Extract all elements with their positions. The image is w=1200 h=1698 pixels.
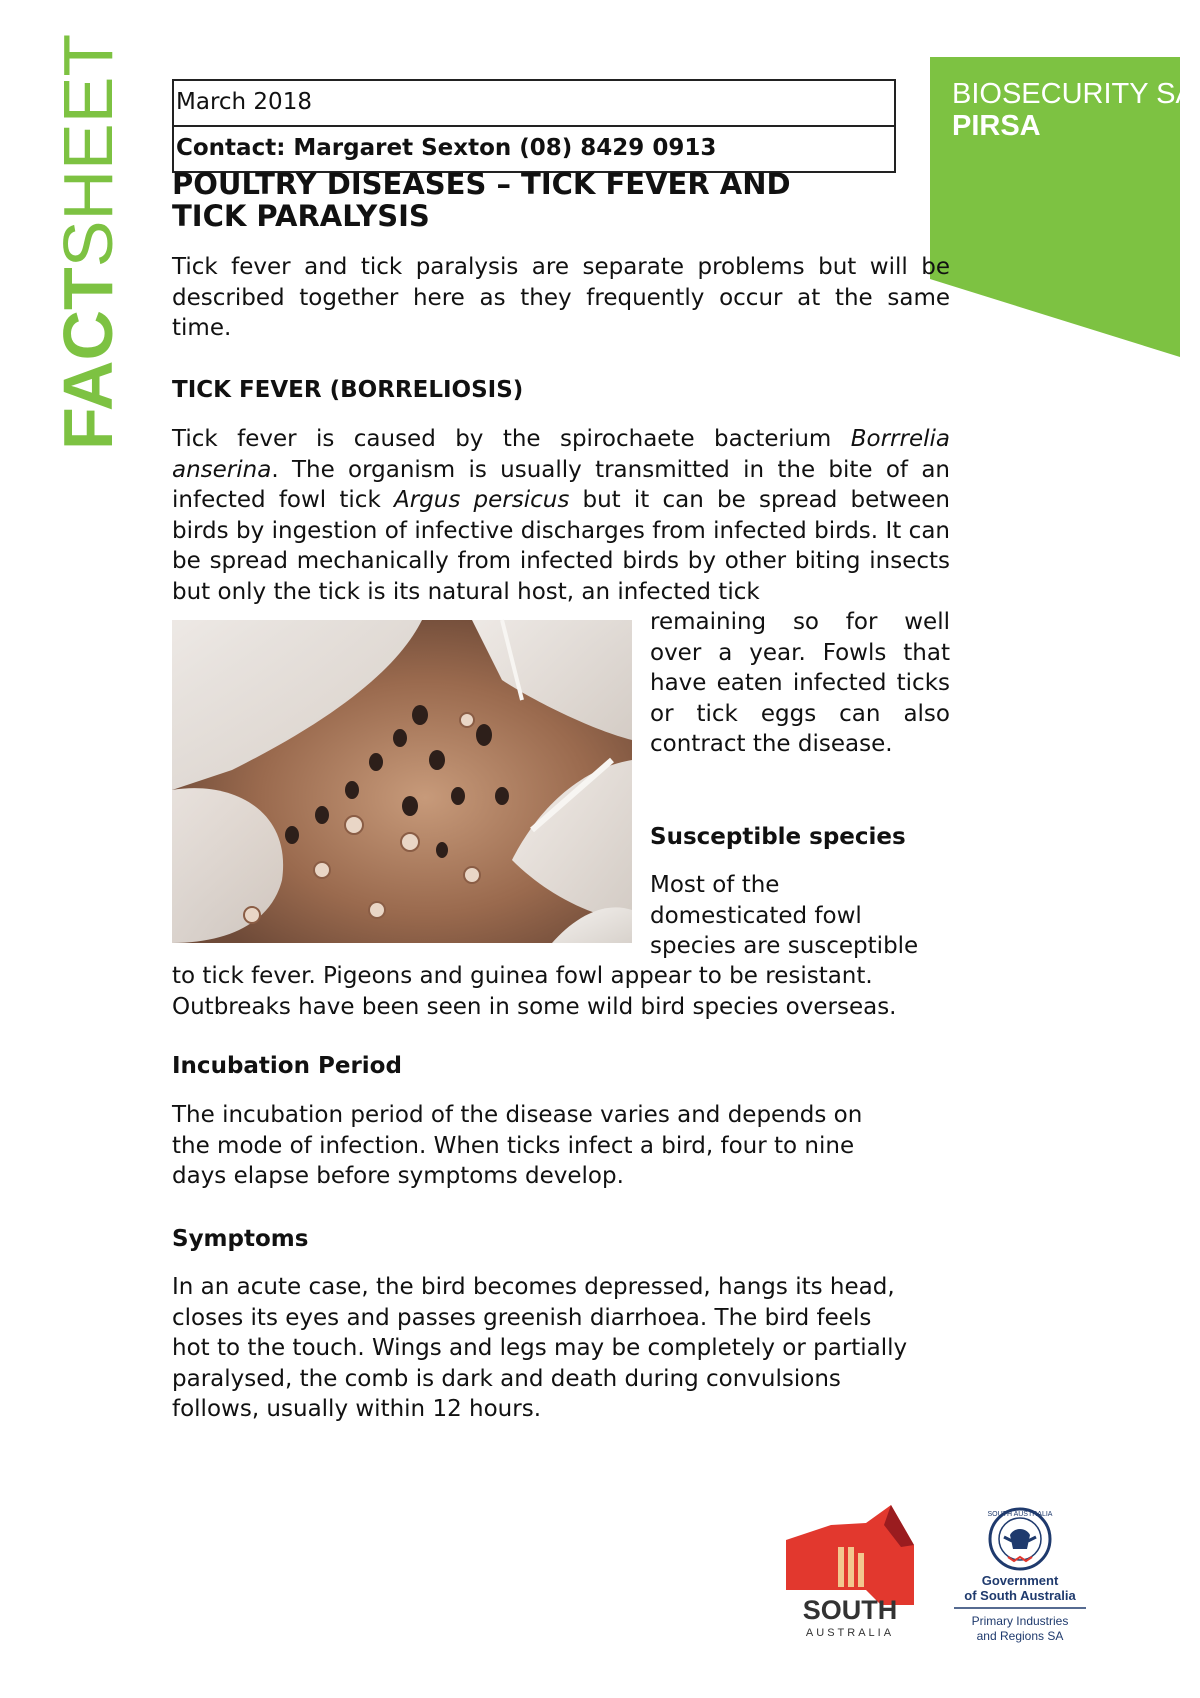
factsheet-fact: FACT (49, 267, 127, 450)
banner-line1: BIOSECURITY SA (952, 78, 1195, 110)
tick-photo (172, 620, 632, 943)
susceptible-rest (172, 961, 950, 1022)
header-contact: Contact: Margaret Sexton (08) 8429 0913 (176, 135, 717, 161)
tf-text-b: . The organism is usually transmitted in the bite of an infected fowl tick (172, 456, 950, 513)
banner-line2: PIRSA (952, 110, 1041, 142)
incubation-heading: Incubation Period (172, 1053, 402, 1079)
south-australia-logo (786, 1505, 924, 1640)
svg-text:FACTSHEET (49, 34, 127, 450)
intro-paragraph: Tick fever and tick paralysis are separate problems but will be described together here as they frequently occur at the same time. (172, 254, 950, 341)
crest-text: SOUTH AUSTRALIA (987, 1511, 1053, 1518)
government-logo (950, 1505, 1090, 1647)
gov-line2: of South Australia (964, 1588, 1076, 1603)
biosecurity-banner (930, 57, 1195, 357)
susceptible-wrap: Most of the domesticated fowl species are susceptible (650, 872, 919, 959)
header-date: March 2018 (174, 81, 894, 127)
factsheet-logo (49, 33, 127, 450)
tf-text-c: but it can be spread between birds by ingestion of infective discharges from infected birds. It can be spread mechanically from infected birds by other biting insects but only the tick is its natural host, an infected tick (172, 487, 950, 605)
tf-species: Borrrelia anserina (172, 426, 950, 483)
gov-line4: and Regions SA (976, 1629, 1064, 1643)
header-box (172, 79, 896, 173)
incubation-paragraph: The incubation period of the disease varies and depends on the mode of infection. When ticks infect a bird, four to nine days elapse before symptoms develop. (172, 1102, 863, 1189)
susceptible-heading: Susceptible species (650, 824, 906, 850)
symptoms-heading: Symptoms (172, 1226, 309, 1252)
susceptible-line1: to tick fever. Pigeons and guinea fowl appear to be resistant. (172, 963, 873, 989)
page-title (172, 168, 912, 232)
tf-text-a: Tick fever is caused by the spirochaete bacterium (172, 426, 851, 452)
sa-logo-line2: AUSTRALIA (805, 1627, 895, 1639)
gov-line1: Government (981, 1573, 1059, 1588)
title-line1: POULTRY DISEASES – TICK FEVER AND (172, 167, 791, 201)
tick-fever-paragraph (172, 424, 950, 607)
tick-fever-heading: TICK FEVER (BORRELIOSIS) (172, 377, 524, 403)
sa-logo-line1: SOUTH (802, 1595, 898, 1625)
susceptible-line2: Outbreaks have been seen in some wild bird species overseas. (172, 993, 897, 1020)
factsheet-sheet: SHEET (49, 33, 127, 268)
tick-fever-wrap: remaining so for well over a year. Fowls that have eaten infected ticks or tick eggs can also contract the disease. (650, 609, 950, 757)
gov-line3: Primary Industries (971, 1614, 1069, 1628)
tf-tick-species: Argus persicus (393, 487, 570, 513)
symptoms-paragraph: In an acute case, the bird becomes depressed, hangs its head, closes its eyes and passes greenish diarrhoea. The bird feels hot to the touch. Wings and legs may be completely or partially paralysed, the comb is dark and death during convulsions follows, usually within 12 hours. (172, 1274, 908, 1422)
title-line2: TICK PARALYSIS (172, 199, 430, 233)
